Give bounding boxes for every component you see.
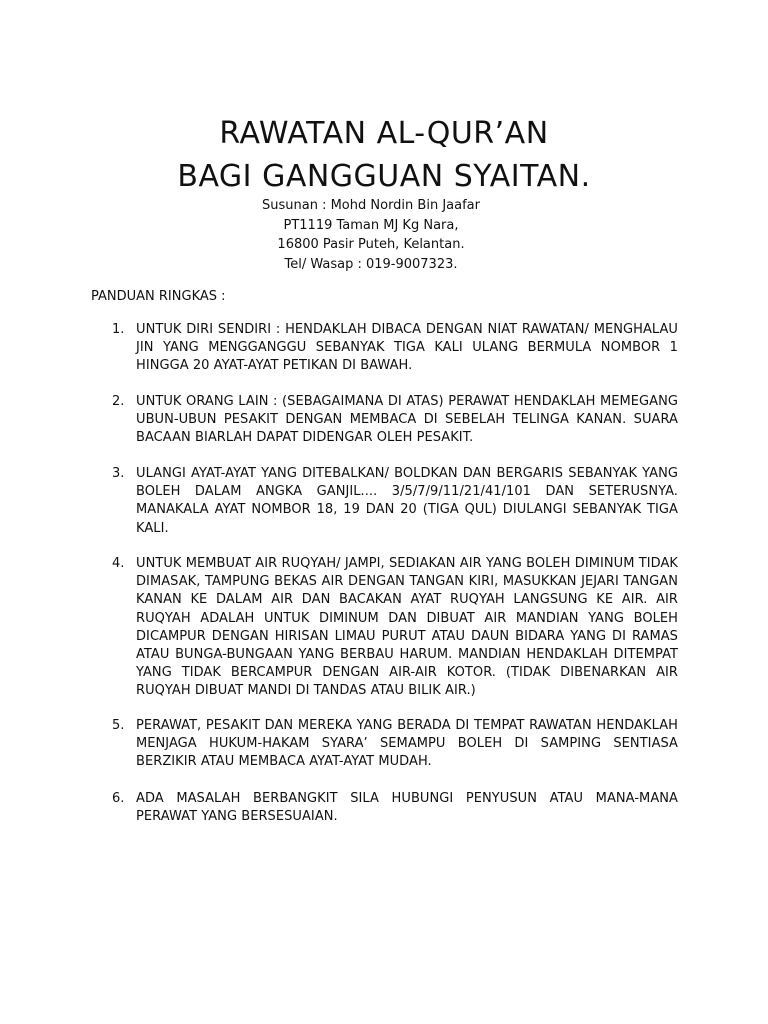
author-phone: Tel/ Wasap : 019-9007323. <box>284 256 458 272</box>
author-address-line-2: 16800 Pasir Puteh, Kelantan. <box>277 237 465 252</box>
list-item-text: UNTUK MEMBUAT AIR RUQYAH/ JAMPI, SEDIAKAN AIR YANG BOLEH DIMINUM TIDAK DIMASAK, TAMPUNG BEKAS AIR DENGAN TANGAN KIRI, MASUKKAN JEJARI TANGAN KANAN KE DALAM AIR DAN BACAKAN AYAT RUQYAH LANGSUNG KE AIR. AIR RUQYAH ADALAH UNTUK DIMINUM DAN DIBUAT AIR MANDIAN YANG BOLEH DICAMPUR DENGAN HIRISAN LIMAU PURUT ATAU DAUN BIDARA YANG DI RAMAS ATAU BUNGA-BUNGAAN YANG BERBAU HARUM. MANDIAN HENDAKLAH DITEMPAT YANG TIDAK BERCAMPUR DENGAN AIR-AIR KOTOR. (TIDAK DIBENARKAN AIR RUQYAH DIBUAT MANDI DI TANDAS ATAU BILIK AIR.) <box>136 556 678 699</box>
list-item-text: UNTUK DIRI SENDIRI : HENDAKLAH DIBACA DENGAN NIAT RAWATAN/ MENGHALAU JIN YANG MENGGANGGU SEBANYAK TIGA KALI ULANG BERMULA NOMBOR 1 HINGGA 20 AYAT-AYAT PETIKAN DI BAWAH. <box>136 322 678 374</box>
list-item-text: PERAWAT, PESAKIT DAN MEREKA YANG BERADA DI TEMPAT RAWATAN HENDAKLAH MENJAGA HUKUM-HAKAM SYARA’ SEMAMPU BOLEH DI SAMPING SENTIASA BERZIKIR ATAU MEMBACA AYAT-AYAT MUDAH. <box>136 718 678 770</box>
list-item-number: 1. <box>112 322 125 337</box>
list-item-number: 4. <box>112 556 125 571</box>
list-item-text: UNTUK ORANG LAIN : (SEBAGAIMANA DI ATAS) PERAWAT HENDAKLAH MEMEGANG UBUN-UBUN PESAKIT DENGAN MEMBACA DI SEBELAH TELINGA KANAN. SUARA BACAAN BIARLAH DAPAT DIDENGAR OLEH PESAKIT. <box>136 394 678 446</box>
author-block <box>0 196 742 274</box>
list-item-number: 2. <box>112 394 125 409</box>
author-name: Susunan : Mohd Nordin Bin Jaafar <box>262 198 480 213</box>
author-address-line-1: PT1119 Taman MJ Kg Nara, <box>283 217 459 233</box>
list-item-number: 5. <box>112 718 125 733</box>
list-item-text: ADA MASALAH BERBANGKIT SILA HUBUNGI PENYUSUN ATAU MANA-MANA PERAWAT YANG BERSESUAIAN. <box>136 791 678 825</box>
list-item-number: 6. <box>112 791 125 806</box>
list-item-text: ULANGI AYAT-AYAT YANG DITEBALKAN/ BOLDKAN DAN BERGARIS SEBANYAK YANG BOLEH DALAM ANGKA GANJIL.... 3/5/7/9/11/21/41/101 DAN SETERUSNYA. MANAKALA AYAT NOMBOR 18, 19 DAN 20 (TIGA QUL) DIULANGI SEBANYAK TIGA KALI. <box>136 466 678 536</box>
document-title-line-2: BAGI GANGGUAN SYAITAN. <box>177 159 591 194</box>
document-title-line-1: RAWATAN AL-QUR’AN <box>219 116 549 151</box>
list-item-number: 3. <box>112 466 125 481</box>
section-heading: PANDUAN RINGKAS : <box>91 289 226 304</box>
